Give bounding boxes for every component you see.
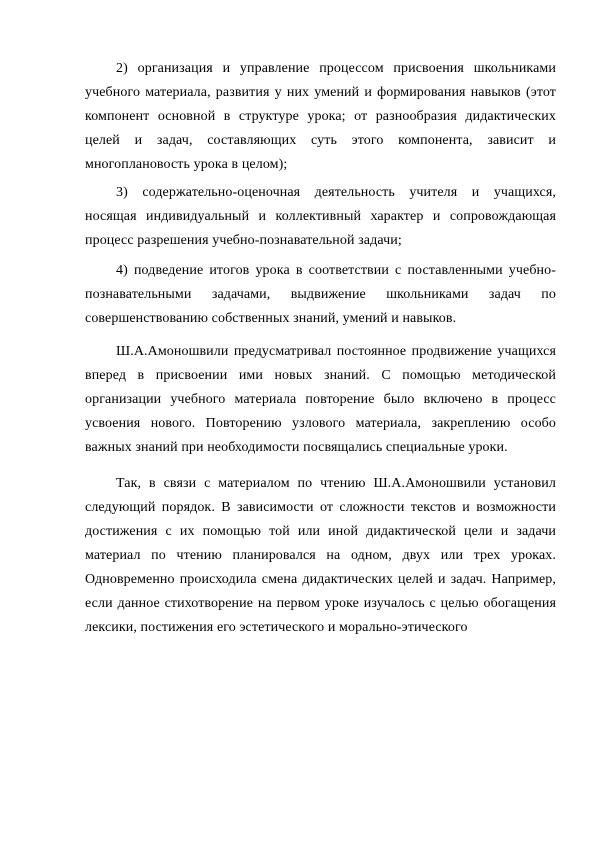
body-text	[85, 57, 556, 640]
paragraph-reading-example: Так, в связи с материалом по чтению Ш.А.Амоношвили установил следующий порядок. В зависимости от сложности текстов и возможности достижения с их помощью той или иной дидактической цели и задачи материал по чтению планировался на одном, двух или трех уроках. Одновременно происходила смена дидактических целей и задач. Например, если данное стихотворение на первом уроке изучалось с целью обогащения лексики, постижения его эстетического и морально-этического	[85, 476, 556, 635]
paragraph-item-4: 4) подведение итогов урока в соответствии с поставленными учебно-познавательными задачами, выдвижение школьниками задач по совершенствованию собственных знаний, умений и навыков.	[85, 263, 556, 326]
paragraph-item-3: 3) содержательно-оценочная деятельность учителя и учащихся, носящая индивидуальный и коллективный характер и сопровождающая процесс разрешения учебно-познавательной задачи;	[85, 185, 556, 248]
paragraph-amonashvili: Ш.А.Амоношвили предусматривал постоянное продвижение учащихся вперед в присвоении ими новых знаний. С помощью методической организации учебного материала повторение было включено в процесс усвоения нового. Повторению узлового материала, закреплению особо важных знаний при необходимости посвящались специальные уроки.	[85, 344, 556, 455]
paragraph-item-2: 2) организация и управление процессом присвоения школьниками учебного материала, развития у них умений и формирования навыков (этот компонент основной в структуре урока; от разнообразия дидактических целей и задач, составляющих суть этого компонента, зависит и многоплановость урока в целом);	[85, 61, 556, 172]
